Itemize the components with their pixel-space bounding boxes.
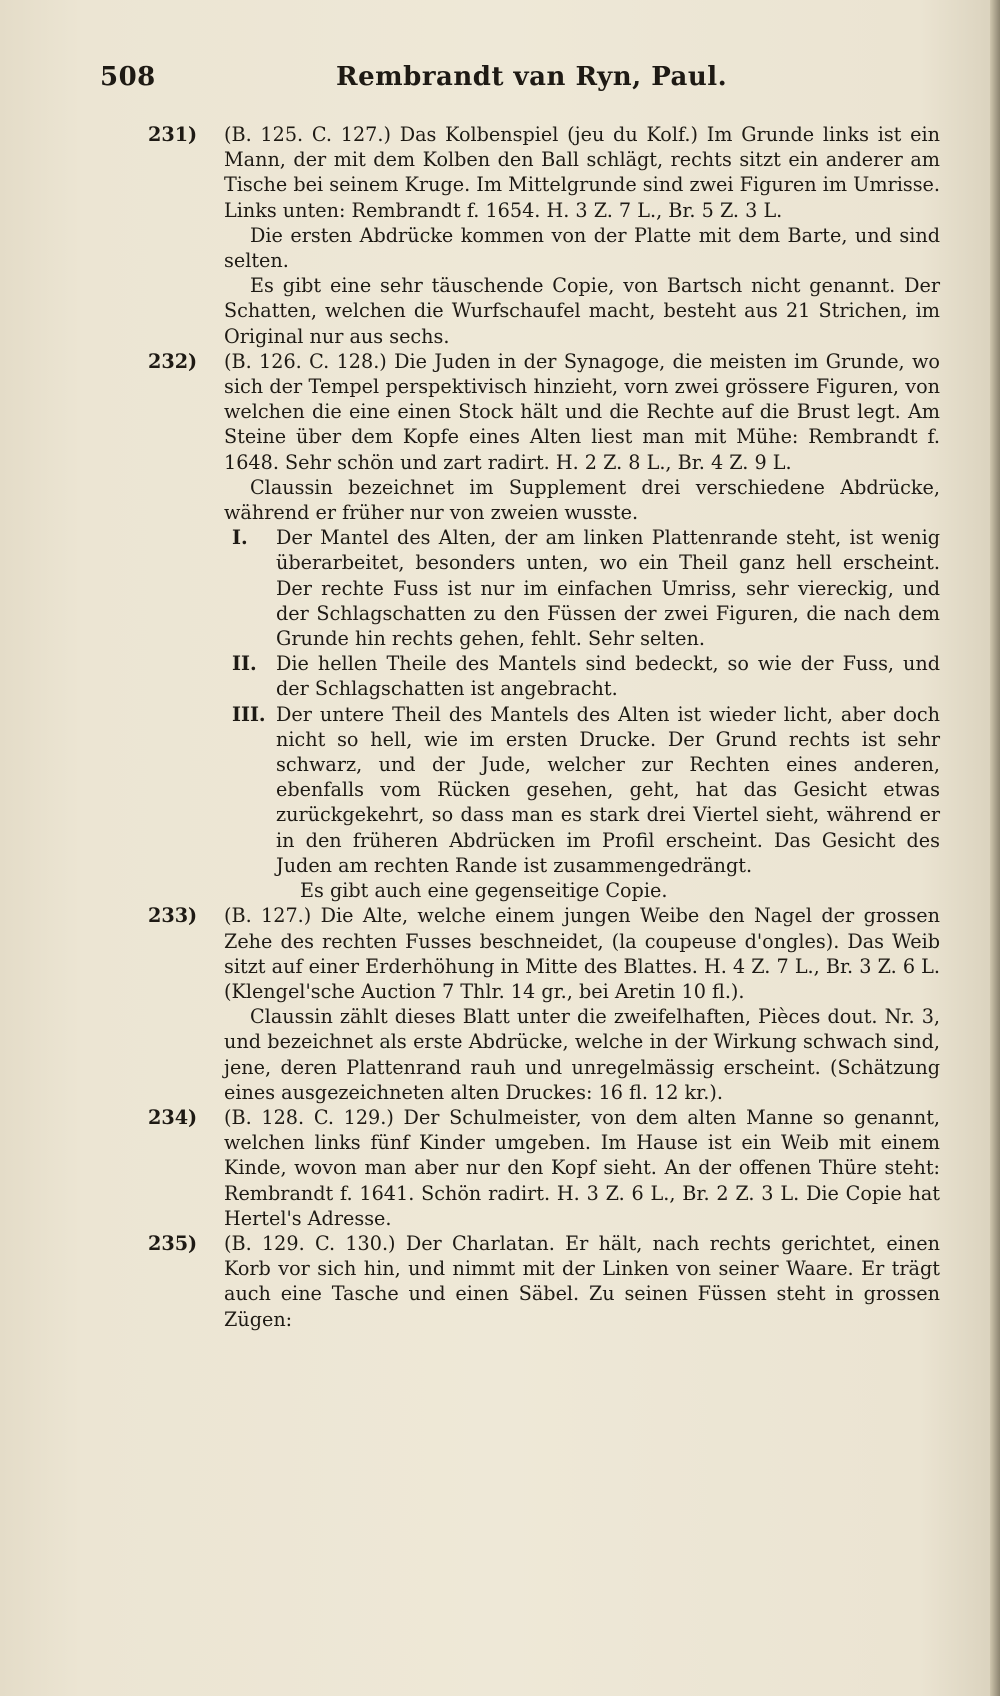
page-number: 508 bbox=[100, 62, 156, 92]
page-header bbox=[100, 62, 940, 102]
entry-text: (B. 128. C. 129.) Der Schulmeister, von dem alten Manne so genannt, welchen links fünf Kinder umgeben. Im Hause ist ein Weib mit einem Kinde, wovon man aber nur den Kopf sieht. An der offenen Thüre steht: Rembrandt f. 1641. Schön radirt. H. 3 Z. 6 L., Br. 2 Z. 3 L. Die Copie hat Hertel's Adresse. bbox=[224, 1105, 940, 1230]
state-text: Der untere Theil des Mantels des Alten ist wieder licht, aber doch nicht so hell, wie im ersten Drucke. Der Grund rechts ist sehr schwarz, und der Jude, welcher zur Rechten eines anderen, ebenfalls vom Rücken gesehen, geht, hat das Gesicht etwas zurückgekehrt, so dass man es stark drei Viertel sieht, während er in den früheren Abdrücken im Profil erscheint. Das Gesicht des Juden am rechten Rande ist zusammengedrängt. bbox=[276, 702, 940, 877]
running-title: Rembrandt van Ryn, Paul. bbox=[336, 62, 728, 92]
entry-number: 231) bbox=[148, 123, 198, 146]
state-text: Die hellen Theile des Mantels sind bedeckt, so wie der Fuss, und der Schlagschatten ist angebracht. bbox=[276, 652, 940, 701]
print-state-2 bbox=[148, 651, 940, 701]
entry-number: 232) bbox=[148, 349, 198, 373]
entry-closing-note: Es gibt auch eine gegenseitige Copie. bbox=[300, 879, 668, 903]
entry-number: 234) bbox=[148, 1105, 198, 1129]
catalogue-entry-234 bbox=[148, 1105, 940, 1231]
entry-text: (B. 129. C. 130.) Der Charlatan. Er hält, nach rechts gerichtet, einen Korb vor sich hin, und nimmt mit der Linken von seiner Waare. Er trägt auch eine Tasche und einen Säbel. Zu seinen Füssen steht in grossen Zügen: bbox=[224, 1231, 940, 1331]
catalogue-entry-235 bbox=[148, 1231, 940, 1332]
catalogue-entry-231 bbox=[148, 122, 940, 349]
page-edge bbox=[990, 0, 1000, 1696]
entry-text: (B. 126. C. 128.) Die Juden in der Synagoge, die meisten im Grunde, wo sich der Tempel perspektivisch hinzieht, vorn zwei grössere Figuren, von welchen die eine einen Stock hält und die Rechte auf die Brust legt. Am Steine über dem Kopfe eines Alten liest man mit Mühe: Rembrandt f. 1648. Sehr schön und zart radirt. H. 2 Z. 8 L., Br. 4 Z. 9 L. bbox=[224, 349, 940, 474]
entry-note: Claussin zählt dieses Blatt unter die zweifelhaften, Pièces dout. Nr. 3, und bezeichnet als erste Abdrücke, welche in der Wirkung schwach sind, jene, deren Plattenrand rauh und unregelmässig erscheint. (Schätzung eines ausgezeichneten alten Druckes: 16 fl. 12 kr.). bbox=[224, 1005, 940, 1104]
entry-note: Claussin bezeichnet im Supplement drei verschiedene Abdrücke, während er früher nur von zweien wusste. bbox=[224, 475, 940, 525]
print-state-3 bbox=[148, 702, 940, 878]
state-text: Der Mantel des Alten, der am linken Plattenrande steht, ist wenig überarbeitet, besonders unten, wo ein Theil ganz hell erscheint. Der rechte Fuss ist nur im einfachen Umriss, sehr viereckig, und der Schlagschatten zu den Füssen der zwei Figuren, die nach dem Grunde hin rechts gehen, fehlt. Sehr selten. bbox=[276, 526, 940, 651]
catalogue-entry-233 bbox=[148, 903, 940, 1105]
entry-note: Es gibt eine sehr täuschende Copie, von Bartsch nicht genannt. Der Schatten, welchen die Wurfschaufel macht, besteht aus 21 Strichen, im Original nur aus sechs. bbox=[224, 274, 940, 348]
entry-number: 235) bbox=[148, 1231, 198, 1255]
print-state-1 bbox=[148, 525, 940, 651]
entry-note: Die ersten Abdrücke kommen von der Platte mit dem Barte, und sind selten. bbox=[224, 223, 940, 273]
catalogue-entry-232 bbox=[148, 349, 940, 525]
entry-text: (B. 125. C. 127.) Das Kolbenspiel (jeu du Kolf.) Im Grunde links ist ein Mann, der mit dem Kolben den Ball schlägt, rechts sitzt ein anderer am Tische bei seinem Kruge. Im Mittelgrunde sind zwei Figuren im Umrisse. Links unten: Rembrandt f. 1654. H. 3 Z. 7 L., Br. 5 Z. 3 L. bbox=[224, 123, 940, 222]
entry-number: 233) bbox=[148, 904, 198, 928]
state-numeral: I. bbox=[232, 526, 248, 550]
state-numeral: II. bbox=[232, 652, 257, 676]
page-body bbox=[148, 122, 940, 1332]
entry-text: (B. 127.) Die Alte, welche einem jungen Weibe den Nagel der grossen Zehe des rechten Fusses beschneidet, (la coupeuse d'ongles). Das Weib sitzt auf einer Erderhöhung in Mitte des Blattes. H. 4 Z. 7 L., Br. 3 Z. 6 L. (Klengel'sche Auction 7 Thlr. 14 gr., bei Aretin 10 fl.). bbox=[224, 904, 940, 1003]
state-numeral: III. bbox=[232, 702, 266, 726]
